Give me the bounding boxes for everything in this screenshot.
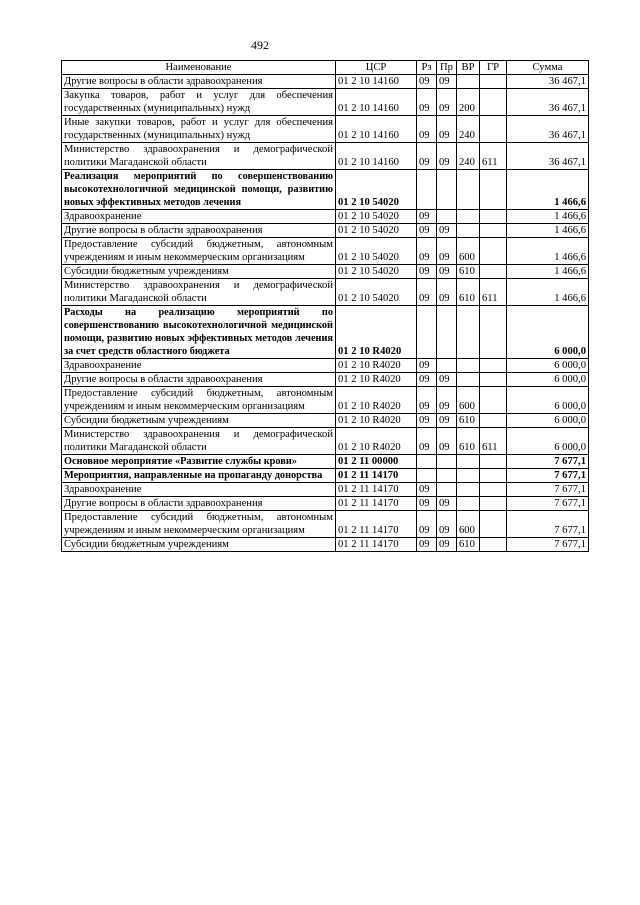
row-csr: 01 2 10 R4020 — [336, 359, 417, 373]
row-gr — [480, 89, 507, 116]
row-gr — [480, 373, 507, 387]
row-sum: 6 000,0 — [507, 387, 589, 414]
row-vr: 240 — [457, 116, 480, 143]
row-gr — [480, 497, 507, 511]
row-sum: 6 000,0 — [507, 428, 589, 455]
row-csr: 01 2 10 14160 — [336, 75, 417, 89]
row-vr — [457, 170, 480, 210]
row-name: Реализация мероприятий по совершенствованию высокотехнологичной медицинской помощи, развитию новых эффективных методов лечения — [62, 170, 336, 210]
row-csr: 01 2 10 R4020 — [336, 428, 417, 455]
row-name: Здравоохранение — [62, 210, 336, 224]
row-csr: 01 2 10 54020 — [336, 170, 417, 210]
row-vr: 610 — [457, 538, 480, 552]
row-rz: 09 — [417, 483, 437, 497]
row-vr: 610 — [457, 428, 480, 455]
row-csr: 01 2 11 00000 — [336, 455, 417, 469]
row-gr — [480, 210, 507, 224]
row-rz: 09 — [417, 116, 437, 143]
table-row — [62, 89, 589, 116]
table-row — [62, 428, 589, 455]
row-sum: 7 677,1 — [507, 538, 589, 552]
row-csr: 01 2 11 14170 — [336, 511, 417, 538]
table-row — [62, 306, 589, 359]
row-rz: 09 — [417, 143, 437, 170]
row-csr: 01 2 11 14170 — [336, 483, 417, 497]
row-gr — [480, 224, 507, 238]
row-rz — [417, 469, 437, 483]
table-row — [62, 75, 589, 89]
row-sum: 1 466,6 — [507, 224, 589, 238]
row-rz: 09 — [417, 538, 437, 552]
row-name: Другие вопросы в области здравоохранения — [62, 497, 336, 511]
table-row — [62, 265, 589, 279]
row-gr — [480, 359, 507, 373]
row-gr — [480, 238, 507, 265]
row-gr: 611 — [480, 279, 507, 306]
row-name: Субсидии бюджетным учреждениям — [62, 538, 336, 552]
row-pr — [437, 455, 457, 469]
row-csr: 01 2 10 R4020 — [336, 414, 417, 428]
header-name: Наименование — [62, 61, 336, 75]
row-rz: 09 — [417, 75, 437, 89]
row-pr — [437, 306, 457, 359]
row-pr: 09 — [437, 428, 457, 455]
row-csr: 01 2 10 54020 — [336, 210, 417, 224]
row-rz: 09 — [417, 428, 437, 455]
table-row — [62, 511, 589, 538]
row-sum: 36 467,1 — [507, 75, 589, 89]
row-sum: 1 466,6 — [507, 238, 589, 265]
row-sum: 7 677,1 — [507, 497, 589, 511]
table-row — [62, 143, 589, 170]
row-pr: 09 — [437, 75, 457, 89]
table-header-row — [62, 61, 589, 75]
row-vr — [457, 75, 480, 89]
row-rz: 09 — [417, 373, 437, 387]
row-pr: 09 — [437, 116, 457, 143]
row-rz: 09 — [417, 238, 437, 265]
row-vr — [457, 483, 480, 497]
row-rz: 09 — [417, 359, 437, 373]
row-rz — [417, 306, 437, 359]
row-pr — [437, 483, 457, 497]
row-name: Другие вопросы в области здравоохранения — [62, 75, 336, 89]
row-name: Предоставление субсидий бюджетным, автономным учреждениям и иным некоммерческим организациям — [62, 387, 336, 414]
row-sum: 6 000,0 — [507, 359, 589, 373]
row-pr: 09 — [437, 373, 457, 387]
row-pr — [437, 170, 457, 210]
row-name: Расходы на реализацию мероприятий по совершенствованию высокотехнологичной медицинской помощи, развитию новых эффективных методов лечения за счет средств областного бюджета — [62, 306, 336, 359]
row-csr: 01 2 11 14170 — [336, 538, 417, 552]
row-csr: 01 2 10 54020 — [336, 279, 417, 306]
row-name: Основное мероприятие «Развитие службы крови» — [62, 455, 336, 469]
row-rz: 09 — [417, 511, 437, 538]
header-pr: Пр — [437, 61, 457, 75]
row-gr — [480, 469, 507, 483]
row-name: Предоставление субсидий бюджетным, автономным учреждениям и иным некоммерческим организациям — [62, 238, 336, 265]
row-name: Мероприятия, направленные на пропаганду донорства — [62, 469, 336, 483]
row-gr — [480, 511, 507, 538]
row-sum: 36 467,1 — [507, 143, 589, 170]
row-sum: 1 466,6 — [507, 279, 589, 306]
row-name: Министерство здравоохранения и демографической политики Магаданской области — [62, 279, 336, 306]
budget-table — [61, 60, 589, 552]
row-rz: 09 — [417, 224, 437, 238]
header-gr: ГР — [480, 61, 507, 75]
row-sum: 7 677,1 — [507, 469, 589, 483]
row-name: Иные закупки товаров, работ и услуг для обеспечения государственных (муниципальных) нужд — [62, 116, 336, 143]
row-name: Субсидии бюджетным учреждениям — [62, 265, 336, 279]
row-name: Здравоохранение — [62, 483, 336, 497]
row-vr: 600 — [457, 238, 480, 265]
row-sum: 6 000,0 — [507, 306, 589, 359]
table-row — [62, 483, 589, 497]
row-csr: 01 2 10 R4020 — [336, 387, 417, 414]
row-vr — [457, 359, 480, 373]
row-sum: 7 677,1 — [507, 455, 589, 469]
row-pr: 09 — [437, 143, 457, 170]
row-vr: 240 — [457, 143, 480, 170]
row-pr: 09 — [437, 387, 457, 414]
table-row — [62, 170, 589, 210]
row-rz — [417, 170, 437, 210]
row-rz: 09 — [417, 497, 437, 511]
row-vr: 200 — [457, 89, 480, 116]
row-vr — [457, 469, 480, 483]
row-pr: 09 — [437, 497, 457, 511]
row-rz: 09 — [417, 89, 437, 116]
row-gr — [480, 265, 507, 279]
row-pr — [437, 210, 457, 224]
table-row — [62, 414, 589, 428]
row-vr: 610 — [457, 279, 480, 306]
row-csr: 01 2 10 14160 — [336, 116, 417, 143]
row-gr: 611 — [480, 428, 507, 455]
table-row — [62, 224, 589, 238]
row-csr: 01 2 10 R4020 — [336, 306, 417, 359]
row-name: Закупка товаров, работ и услуг для обеспечения государственных (муниципальных) нужд — [62, 89, 336, 116]
header-sum: Сумма — [507, 61, 589, 75]
row-pr: 09 — [437, 265, 457, 279]
table-row — [62, 497, 589, 511]
table-row — [62, 210, 589, 224]
row-vr — [457, 306, 480, 359]
row-vr: 610 — [457, 265, 480, 279]
row-pr: 09 — [437, 279, 457, 306]
row-gr — [480, 387, 507, 414]
row-vr — [457, 373, 480, 387]
row-sum: 36 467,1 — [507, 89, 589, 116]
row-sum: 7 677,1 — [507, 511, 589, 538]
row-csr: 01 2 11 14170 — [336, 469, 417, 483]
table-row — [62, 238, 589, 265]
row-vr: 600 — [457, 387, 480, 414]
row-csr: 01 2 10 54020 — [336, 224, 417, 238]
row-name: Здравоохранение — [62, 359, 336, 373]
row-gr — [480, 455, 507, 469]
row-sum: 6 000,0 — [507, 373, 589, 387]
row-vr — [457, 497, 480, 511]
row-name: Министерство здравоохранения и демографической политики Магаданской области — [62, 143, 336, 170]
row-gr — [480, 170, 507, 210]
table-row — [62, 387, 589, 414]
row-rz: 09 — [417, 387, 437, 414]
row-pr: 09 — [437, 538, 457, 552]
row-rz: 09 — [417, 265, 437, 279]
row-name: Предоставление субсидий бюджетным, автономным учреждениям и иным некоммерческим организациям — [62, 511, 336, 538]
row-gr — [480, 75, 507, 89]
row-sum: 36 467,1 — [507, 116, 589, 143]
row-rz: 09 — [417, 210, 437, 224]
table-row — [62, 116, 589, 143]
row-pr — [437, 359, 457, 373]
table-row — [62, 469, 589, 483]
header-vr: ВР — [457, 61, 480, 75]
row-csr: 01 2 11 14170 — [336, 497, 417, 511]
row-gr — [480, 116, 507, 143]
row-name: Министерство здравоохранения и демографической политики Магаданской области — [62, 428, 336, 455]
row-vr: 600 — [457, 511, 480, 538]
row-pr: 09 — [437, 511, 457, 538]
row-vr — [457, 455, 480, 469]
row-csr: 01 2 10 14160 — [336, 143, 417, 170]
row-pr: 09 — [437, 224, 457, 238]
row-gr — [480, 414, 507, 428]
row-rz: 09 — [417, 279, 437, 306]
row-vr: 610 — [457, 414, 480, 428]
page-number: 492 — [251, 38, 269, 52]
row-name: Другие вопросы в области здравоохранения — [62, 373, 336, 387]
row-vr — [457, 224, 480, 238]
row-csr: 01 2 10 14160 — [336, 89, 417, 116]
row-pr — [437, 469, 457, 483]
row-rz — [417, 455, 437, 469]
row-sum: 1 466,6 — [507, 170, 589, 210]
header-csr: ЦСР — [336, 61, 417, 75]
row-sum: 1 466,6 — [507, 210, 589, 224]
row-gr — [480, 483, 507, 497]
row-sum: 6 000,0 — [507, 414, 589, 428]
table-row — [62, 279, 589, 306]
row-pr: 09 — [437, 414, 457, 428]
row-pr: 09 — [437, 238, 457, 265]
row-name: Субсидии бюджетным учреждениям — [62, 414, 336, 428]
table-row — [62, 538, 589, 552]
row-sum: 7 677,1 — [507, 483, 589, 497]
row-gr — [480, 306, 507, 359]
row-gr: 611 — [480, 143, 507, 170]
row-name: Другие вопросы в области здравоохранения — [62, 224, 336, 238]
row-csr: 01 2 10 R4020 — [336, 373, 417, 387]
row-pr: 09 — [437, 89, 457, 116]
row-sum: 1 466,6 — [507, 265, 589, 279]
row-gr — [480, 538, 507, 552]
header-rz: Рз — [417, 61, 437, 75]
table-row — [62, 359, 589, 373]
table-row — [62, 455, 589, 469]
row-vr — [457, 210, 480, 224]
table-row — [62, 373, 589, 387]
row-csr: 01 2 10 54020 — [336, 265, 417, 279]
row-rz: 09 — [417, 414, 437, 428]
row-csr: 01 2 10 54020 — [336, 238, 417, 265]
